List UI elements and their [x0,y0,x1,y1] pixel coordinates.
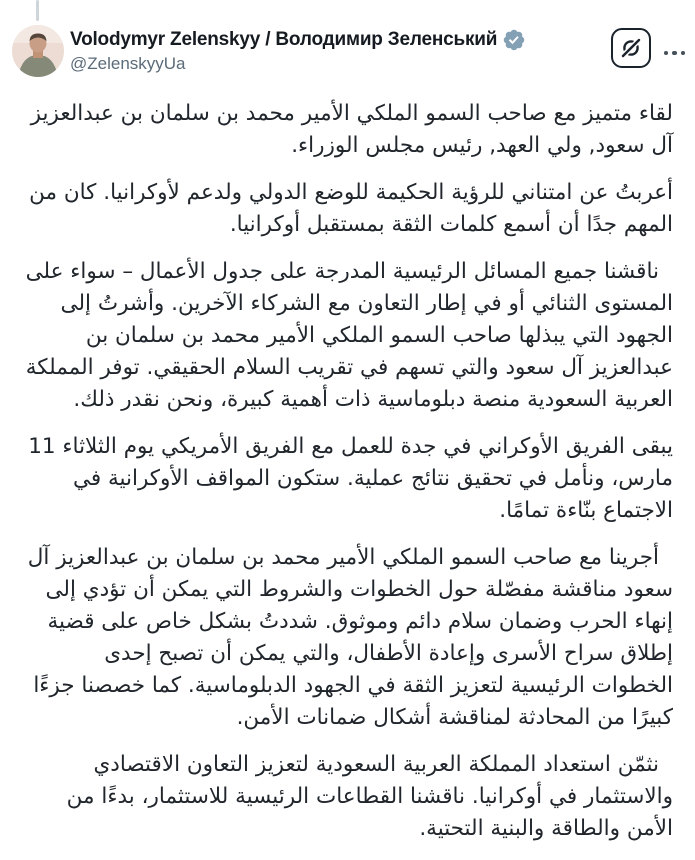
author-name-row [70,28,611,52]
author-display-name[interactable]: Volodymyr Zelenskyy / Володимир Зеленський [70,28,498,50]
tweet-paragraph: أعربتُ عن امتناني للرؤية الحكيمة للوضع الدولي ولدعم لأوكرانيا. كان من المهم جدًا أن أسمع كلمات الثقة بمستقبل أوكرانيا. [29,180,673,237]
more-button[interactable] [662,47,688,60]
tweet-body [22,98,673,860]
author-handle[interactable]: @ZelenskyyUa [70,53,186,73]
post-header-actions [611,28,688,68]
grok-icon [619,36,643,60]
thread-connector-line [36,0,39,21]
avatar[interactable] [12,25,64,77]
more-icon [664,51,669,56]
grok-button[interactable] [611,28,651,68]
verified-badge-icon [502,28,526,52]
tweet-paragraph: يبقى الفريق الأوكراني في جدة للعمل مع الفريق الأمريكي يوم الثلاثاء 11 مارس، ونأمل في تحقيق نتائج عملية. ستكون المواقف الأوكرانية في الاجتماع بنّاءة تمامًا. [28,434,673,523]
tweet-paragraph: نثمّن استعداد المملكة العربية السعودية لتعزيز التعاون الاقتصادي والاستثمار في أوكرانيا. ناقشنا القطاعات الرئيسية للاستثمار، بدءًا من الأمن والطاقة والبنية التحتية. [66,752,673,841]
tweet-paragraph: ناقشنا جميع المسائل الرئيسية المدرجة على جدول الأعمال – سواء على المستوى الثنائي أو في إطار التعاون مع الشركاء الآخرين. وأشرتُ إلى الجهود التي يبذلها صاحب السمو الملكي الأمير محمد بن سلمان بن عبدالعزيز آل سعود والتي تسهم في تقريب السلام الحقيقي. توفر المملكة العربية السعودية منصة دبلوماسية ذات أهمية كبيرة، ونحن نقدر ذلك. [25,259,673,412]
author-identity [70,28,611,75]
tweet-paragraph: أجرينا مع صاحب السمو الملكي الأمير محمد بن سلمان بن عبدالعزيز آل سعود مناقشة مفصّلة حول الخطوات والشروط التي يمكن أن تؤدي إلى إنهاء الحرب وضمان سلام دائم وموثوق. شددتُ بشكل خاص على قضية إطلاق سراح الأسرى وإعادة الأطفال، والتي يمكن أن تصبح إحدى الخطوات الرئيسية لتعزيز الثقة في الجهود الدبلوماسية. كما خصصنا جزءًا كبيرًا من المحادثة لمناقشة أشكال ضمانات الأمن. [27,545,673,730]
avatar-photo-placeholder [12,25,64,77]
tweet-paragraph: لقاء متميز مع صاحب السمو الملكي الأمير محمد بن سلمان بن عبدالعزيز آل سعود, ولي العهد, رئيس مجلس الوزراء. [30,101,673,158]
post-header [12,25,687,77]
